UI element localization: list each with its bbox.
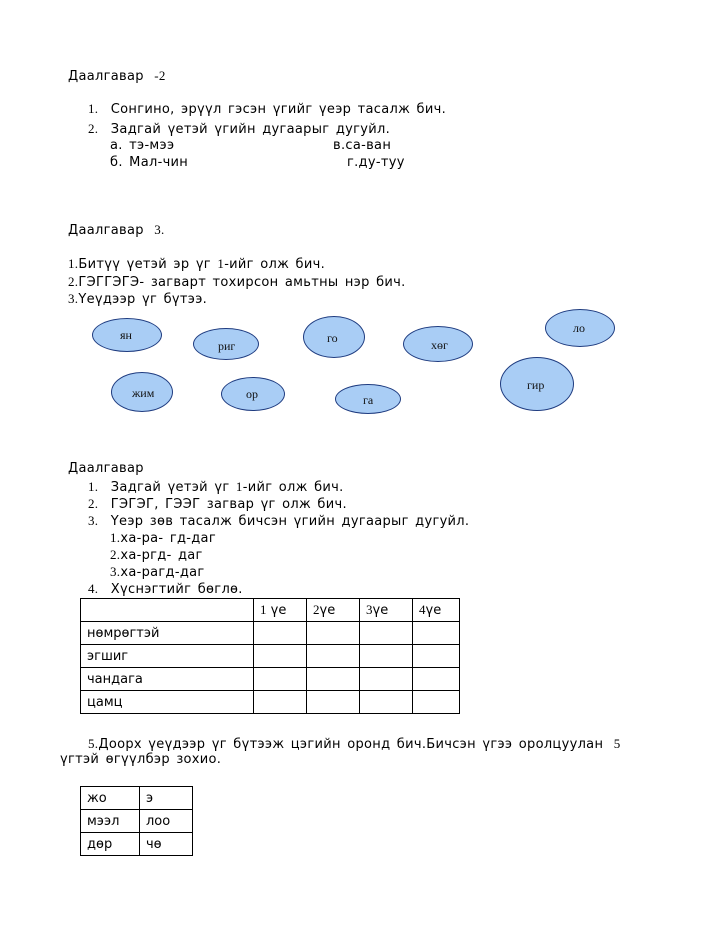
table-cell[interactable]	[307, 691, 360, 714]
row-label: эгшиг	[81, 645, 254, 668]
syllable-cell: жо	[81, 787, 140, 810]
table-row	[81, 622, 460, 645]
task4-item-1: 1. Задгай үетэй үг 1-ийг олж бич.	[88, 479, 344, 495]
option-2: 2.ха-ргд- даг	[110, 547, 203, 563]
word-b: б. Мал-чин	[110, 155, 189, 170]
row-label: цамц	[81, 691, 254, 714]
syllable-bubble: жим	[111, 372, 173, 412]
table-cell[interactable]	[254, 668, 307, 691]
syllable-bubble: хөг	[403, 326, 473, 362]
option-1: 1.ха-ра- гд-даг	[110, 530, 216, 546]
task3-item-2: 2.ГЭГГЭГЭ- загварт тохирсон амьтны нэр бич.	[68, 274, 406, 290]
syllable-bubble: гир	[500, 357, 574, 411]
syllable-bubble: га	[335, 384, 401, 414]
syllable-cell: лоо	[140, 810, 193, 833]
task3-item-3: 3.Үеүдээр үг бүтээ.	[68, 291, 208, 307]
option-3: 3.ха-рагд-даг	[110, 564, 205, 580]
table-cell[interactable]	[413, 691, 460, 714]
table-cell[interactable]	[360, 668, 413, 691]
row-label: нөмрөгтэй	[81, 622, 254, 645]
syllable-bubble: риг	[193, 328, 259, 360]
table-row	[81, 833, 193, 856]
syllable-cell: мээл	[81, 810, 140, 833]
table-row	[81, 691, 460, 714]
syllable-cell: дөр	[81, 833, 140, 856]
table-row	[81, 810, 193, 833]
word-g: г.ду-туу	[347, 155, 405, 170]
syllable-bubble: ло	[545, 309, 615, 347]
table-header: 3үе	[360, 599, 413, 622]
table-row	[81, 668, 460, 691]
task3-item-1: 1.Битүү үетэй эр үг 1-ийг олж бич.	[68, 256, 326, 272]
table-cell[interactable]	[254, 622, 307, 645]
task5-line-2: үгтэй өгүүлбэр зохио.	[60, 752, 222, 767]
syllable-bubble: ян	[92, 318, 162, 352]
table-row	[81, 645, 460, 668]
table-cell[interactable]	[360, 645, 413, 668]
task5-line-1: 5.Доорх үеүдээр үг бүтээж цэгийн оронд бич.Бичсэн үгээ оролцуулан 5	[88, 736, 621, 752]
table-header: 2үе	[307, 599, 360, 622]
task4-item-2: 2. ГЭГЭГ, ГЭЭГ загвар үг олж бич.	[88, 496, 347, 512]
syllable-grid	[80, 786, 193, 856]
task4-heading: Даалгавар	[68, 461, 144, 476]
table-cell[interactable]	[413, 668, 460, 691]
word-a: а. тэ-мээ	[110, 138, 175, 153]
table-cell[interactable]	[307, 622, 360, 645]
task4-item-3: 3. Үеэр зөв тасалж бичсэн үгийн дугаарыг дугуйл.	[88, 513, 470, 529]
task3-heading: Даалгавар 3.	[68, 222, 165, 238]
task4-item-4: 4. Хүснэгтийг бөглө.	[88, 581, 243, 597]
table-cell[interactable]	[254, 645, 307, 668]
word-v: в.са-ван	[333, 138, 392, 153]
table-cell[interactable]	[360, 622, 413, 645]
syllable-bubble: го	[303, 316, 365, 358]
table-cell[interactable]	[307, 668, 360, 691]
table-header: 1 үе	[254, 599, 307, 622]
syllable-cell: э	[140, 787, 193, 810]
syllable-table	[80, 598, 460, 714]
row-label: чандага	[81, 668, 254, 691]
table-cell[interactable]	[81, 599, 254, 622]
task2-item-1: 1. Сонгино, эрүүл гэсэн үгийг үеэр тасалж бич.	[88, 101, 446, 117]
task2-heading: Даалгавар -2	[68, 68, 166, 84]
table-header: 4үе	[413, 599, 460, 622]
syllable-bubble: ор	[221, 377, 285, 411]
syllable-cell: чө	[140, 833, 193, 856]
table-row	[81, 787, 193, 810]
table-cell[interactable]	[254, 691, 307, 714]
table-cell[interactable]	[360, 691, 413, 714]
table-cell[interactable]	[413, 622, 460, 645]
table-cell[interactable]	[307, 645, 360, 668]
table-header-row	[81, 599, 460, 622]
task2-item-2: 2. Задгай үетэй үгийн дугаарыг дугуйл.	[88, 121, 391, 137]
table-cell[interactable]	[413, 645, 460, 668]
